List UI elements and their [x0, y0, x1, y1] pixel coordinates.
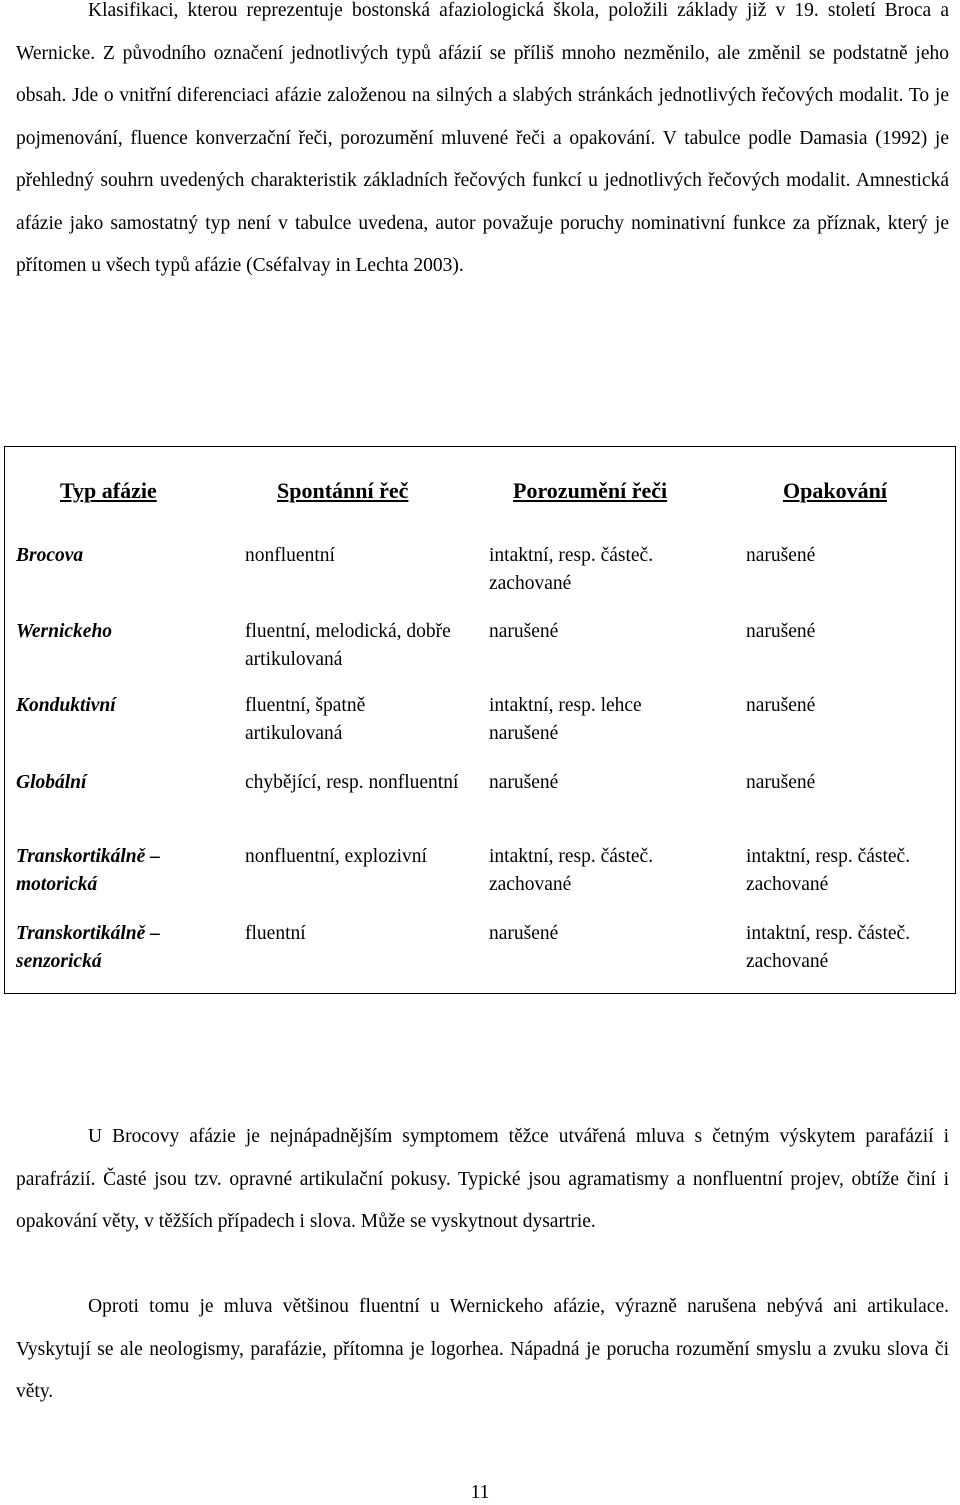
page-number: 11 — [470, 1482, 490, 1503]
table-cell-type: Wernickeho — [16, 621, 113, 642]
table-cell-comprehension: intaktní, resp. částeč. zachované — [489, 846, 654, 895]
table-cell-repetition: narušené — [746, 621, 816, 642]
table-cell-comprehension: intaktní, resp. částeč. zachované — [489, 545, 654, 594]
table-cell-spontaneous: fluentní, melodická, dobře artikulovaná — [245, 621, 451, 670]
table-cell-repetition: narušené — [746, 695, 816, 716]
table-cell-spontaneous: nonfluentní — [245, 545, 335, 566]
table-cell-type: Transkortikálně – motorická — [16, 846, 160, 895]
header-repetition: Opakování — [783, 478, 887, 503]
table-cell-comprehension: narušené — [489, 772, 559, 793]
table-cell-comprehension: narušené — [489, 923, 559, 944]
paragraph-broca: U Brocovy afázie je nejnápadnějším symptomem těžce utvářená mluva s četným výskytem parafázií i parafrázií. Časté jsou tzv. opravné artikulační pokusy. Typické jsou agramatismy a nonfluentní projev, obtíže činí i opakování věty, v těžších případech i slova. Může se vyskytnout dysartrie. — [16, 1126, 949, 1232]
table-cell-type: Brocova — [16, 545, 84, 566]
table-cell-type: Konduktivní — [16, 695, 116, 716]
header-comprehension: Porozumění řeči — [513, 478, 668, 503]
header-type: Typ afázie — [60, 478, 157, 503]
table-cell-repetition: intaktní, resp. částeč. zachované — [746, 846, 911, 895]
table-cell-spontaneous: chybějící, resp. nonfluentní — [245, 772, 459, 793]
paragraph-wernicke: Oproti tomu je mluva většinou fluentní u Wernickeho afázie, výrazně narušena nebývá ani artikulace. Vyskytují se ale neologismy, parafázie, přítomna je logorhea. Nápadná je porucha rozumění smyslu a zvuku slova či věty. — [16, 1296, 949, 1402]
table-cell-spontaneous: fluentní — [245, 923, 306, 944]
table-cell-type: Globální — [16, 772, 87, 793]
table-cell-comprehension: intaktní, resp. lehce narušené — [489, 695, 642, 744]
table-cell-repetition: intaktní, resp. částeč. zachované — [746, 923, 911, 972]
aphasia-table — [4, 446, 956, 994]
table-cell-spontaneous: nonfluentní, explozivní — [245, 846, 427, 867]
table-cell-comprehension: narušené — [489, 621, 559, 642]
paragraph-classification: Klasifikaci, kterou reprezentuje bostonská afaziologická škola, položili základy již v 19. století Broca a Wernicke. Z původního označení jednotlivých typů afázií se příliš mnoho nezměnilo, ale změnil se podstatně jeho obsah. Jde o vnitřní diferenciaci afázie založenou na silných a slabých stránkách jednotlivých řečových modalit. To je pojmenování, fluence konverzační řeči, porozumění mluvené řeči a opakování. V tabulce podle Damasia (1992) je přehledný souhrn uvedených charakteristik základních řečových funkcí u jednotlivých řečových modalit. Amnestická afázie jako samostatný typ není v tabulce uvedena, autor považuje poruchy nominativní funkce za příznak, který je přítomen u všech typů afázie (Cséfalvay in Lechta 2003). — [16, 0, 949, 276]
table-cell-repetition: narušené — [746, 772, 816, 793]
table-cell-repetition: narušené — [746, 545, 816, 566]
table-cell-type: Transkortikálně – senzorická — [16, 923, 160, 972]
table-cell-spontaneous: fluentní, špatně artikulovaná — [245, 695, 366, 744]
header-spontaneous: Spontánní řeč — [277, 478, 409, 503]
